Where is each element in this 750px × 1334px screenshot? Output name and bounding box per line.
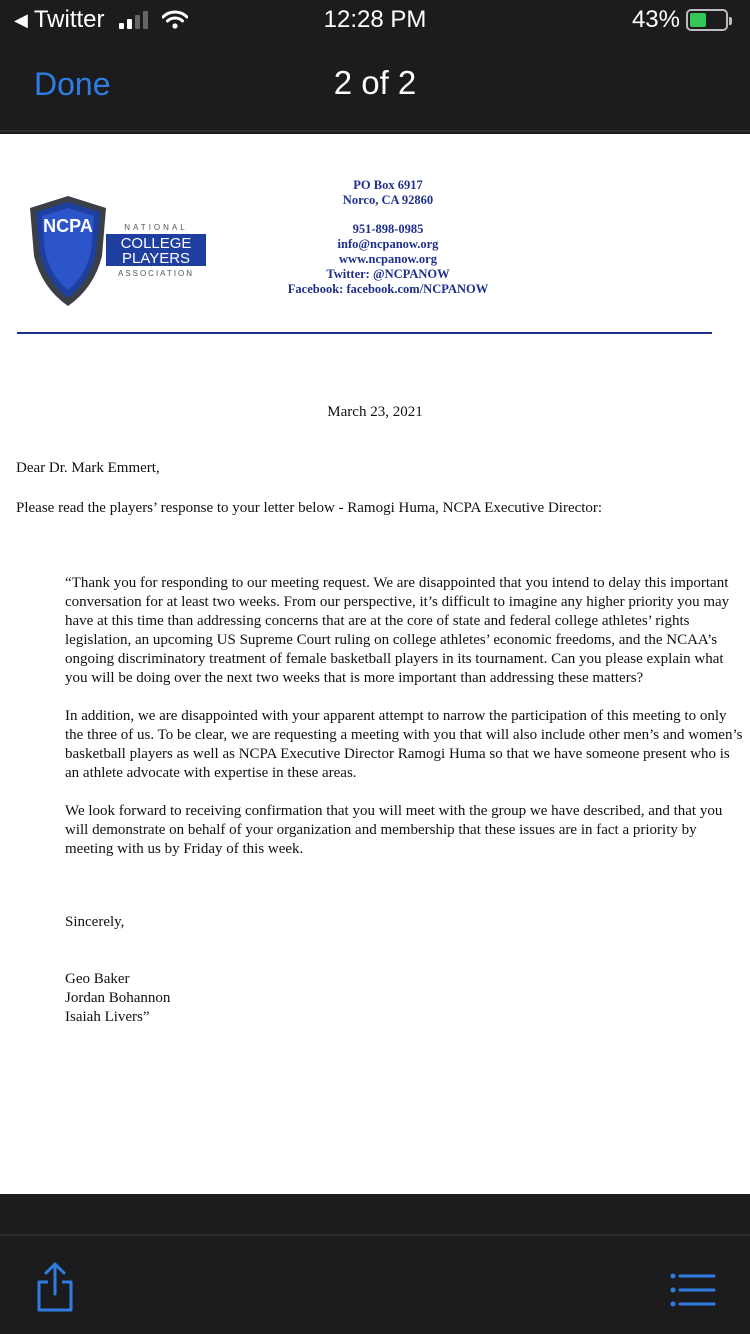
status-time: 12:28 PM — [323, 6, 427, 33]
document-page[interactable] — [0, 134, 750, 1194]
page-indicator: 2 of 2 — [333, 64, 417, 101]
signatory-name: Isaiah Livers” — [65, 1009, 150, 1025]
svg-text:ASSOCIATION: ASSOCIATION — [117, 269, 195, 278]
svg-text:NATIONAL: NATIONAL — [124, 223, 188, 232]
letter-intro: Please read the players’ response to your letter below - Ramogi Huma, NCPA Executive Director: — [16, 500, 603, 516]
address-line-2: Norco, CA 92860 — [342, 193, 434, 207]
back-triangle-icon: ◀ — [14, 9, 28, 30]
svg-text:NCPA: NCPA — [43, 216, 93, 236]
signatory-name: Jordan Bohannon — [65, 990, 171, 1006]
letter-paragraph: We look forward to receiving confirmation that you will meet with the group we have described, and that you will demonstrate on behalf of your organization and membership that these issues are in fact a priority by meeting with us by Friday of this week. — [65, 803, 723, 857]
svg-text:PLAYERS: PLAYERS — [121, 250, 191, 267]
facebook-link: Facebook: facebook.com/NCPANOW — [287, 282, 489, 296]
signatory-name: Geo Baker — [65, 971, 130, 987]
twitter-handle: Twitter: @NCPANOW — [326, 267, 450, 281]
letterhead-contact — [276, 178, 500, 297]
status-bar — [0, 0, 750, 40]
battery-icon — [686, 9, 728, 31]
address-line-1: PO Box 6917 — [353, 178, 423, 192]
bottom-toolbar — [0, 1194, 750, 1334]
letter-paragraph: In addition, we are disappointed with your apparent attempt to narrow the participation of this meeting to only the three of us. To be clear, we are requesting a meeting with you that will also include other men’s and women’s basketball players as well as NCPA Executive Director Ramogi Huma so that we have someone present who is an athlete advocate with expertise in these areas. — [65, 708, 743, 781]
svg-text:COLLEGE: COLLEGE — [120, 235, 192, 252]
list-icon[interactable] — [670, 1272, 716, 1308]
email-link[interactable]: info@ncpanow.org — [337, 237, 439, 251]
website-link[interactable]: www.ncpanow.org — [339, 252, 437, 266]
phone: 951-898-0985 — [352, 222, 424, 236]
battery-status — [632, 6, 728, 34]
top-bar — [0, 0, 750, 132]
letter-date: March 23, 2021 — [327, 404, 423, 420]
letter-closing: Sincerely, — [65, 914, 125, 930]
letter-body — [65, 574, 745, 878]
ncpa-logo — [22, 192, 212, 310]
share-icon[interactable] — [34, 1262, 76, 1314]
battery-percent: 43% — [631, 6, 680, 33]
signatories — [65, 970, 170, 1027]
letter-paragraph: “Thank you for responding to our meeting request. We are disappointed that you intend to delay this important conversation for at least two weeks. From our perspective, it’s difficult to imagine any higher priority you may have at this time than addressing concerns that are at the core of state and federal college athletes’ rights legislation, an upcoming US Supreme Court ruling on college athletes’ economic freedoms, and the NCAA’s ongoing discriminatory treatment of female basketball players in its tournament. Can you please explain what you will be doing over the next two weeks that is more important than addressing these matters? — [65, 575, 730, 686]
toolbar-divider — [0, 1234, 750, 1236]
letter-salutation: Dear Dr. Mark Emmert, — [16, 460, 160, 476]
done-button[interactable]: Done — [34, 66, 111, 102]
back-app-label: Twitter — [33, 6, 105, 33]
letterhead-divider — [17, 332, 712, 334]
